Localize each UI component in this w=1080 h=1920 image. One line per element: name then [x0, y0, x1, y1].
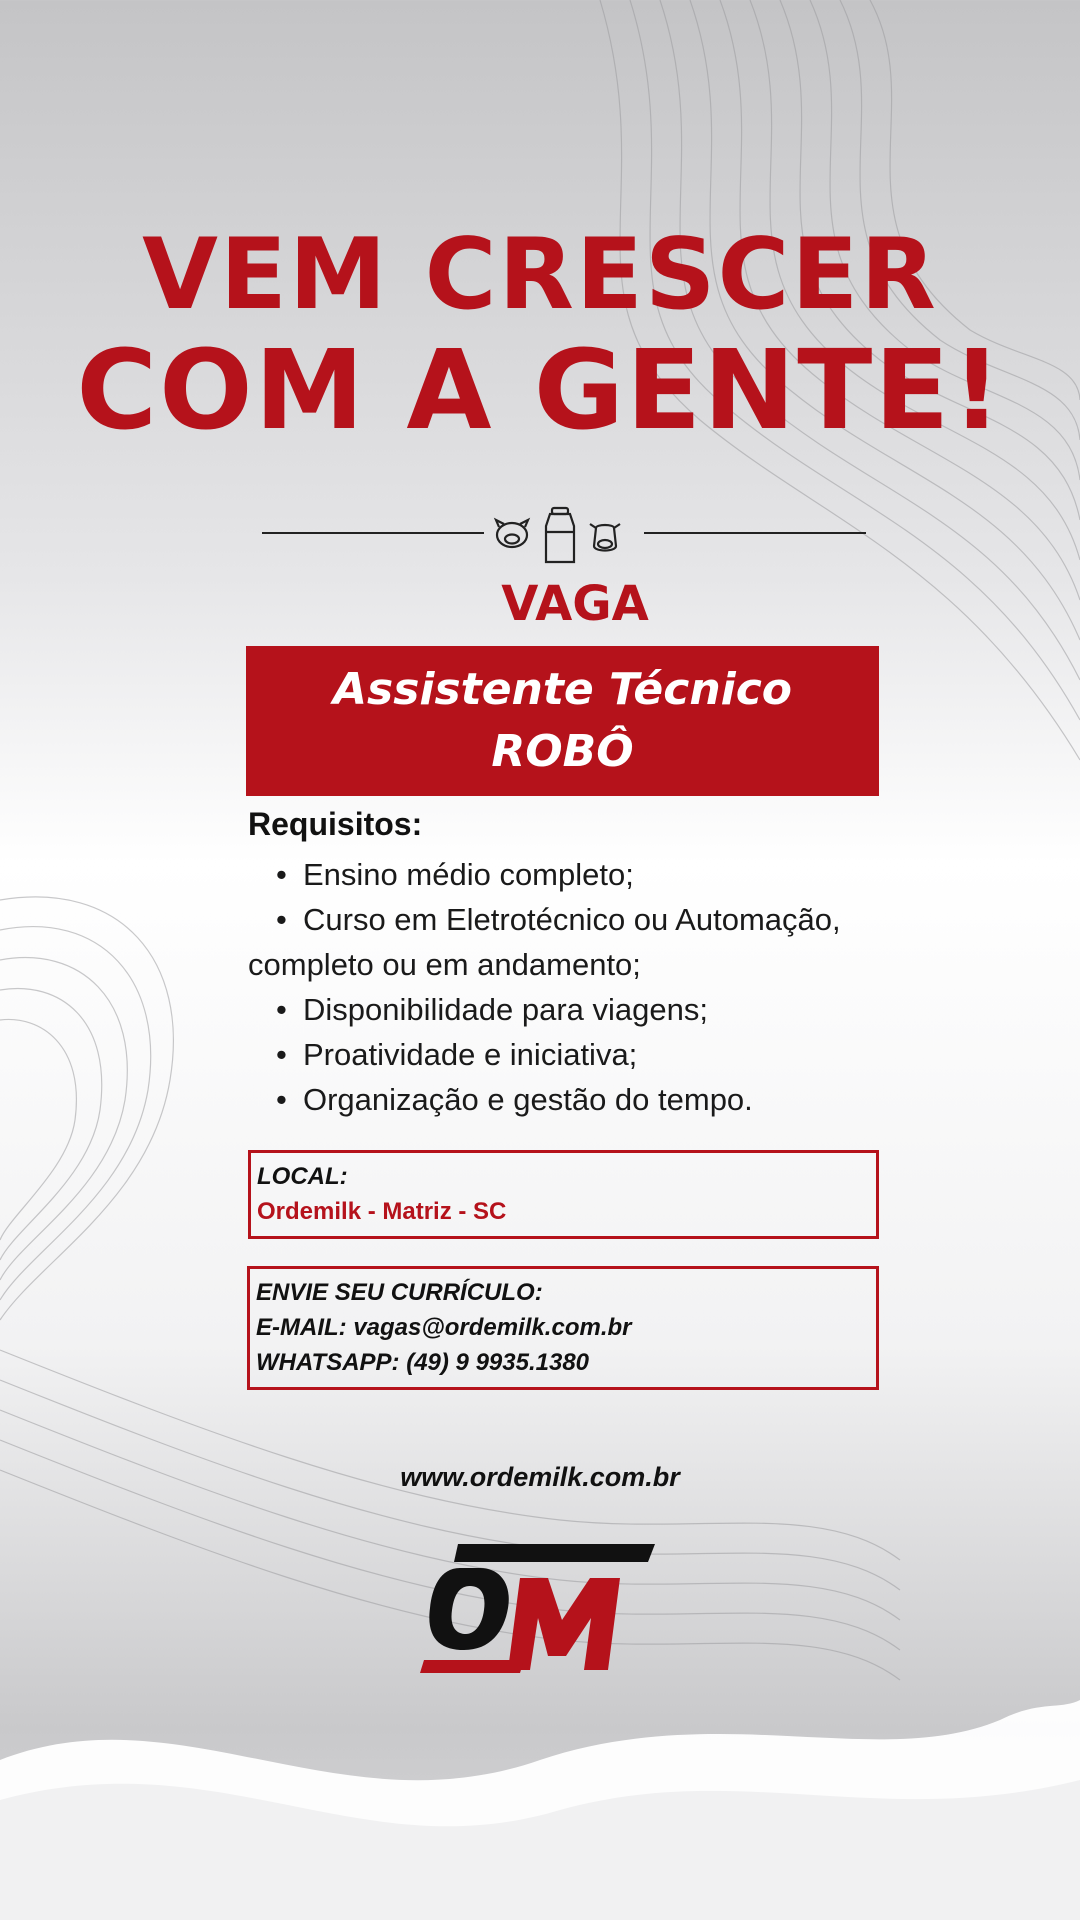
location-label: LOCAL:	[257, 1163, 348, 1190]
job-title-box	[246, 646, 879, 796]
requirements-list	[248, 852, 968, 1122]
contact-whatsapp[interactable]: WHATSAPP: (49) 9 9935.1380	[256, 1349, 590, 1376]
cow-icon	[590, 524, 620, 551]
job-label: VAGA	[501, 576, 649, 632]
contact-label: ENVIE SEU CURRÍCULO:	[256, 1279, 543, 1306]
headline-line-1: VEM CRESCER	[142, 218, 938, 332]
website-link[interactable]: www.ordemilk.com.br	[400, 1462, 680, 1492]
location-box	[248, 1150, 879, 1239]
divider-right	[644, 532, 866, 534]
list-item-text: • Curso em Eletrotécnico ou Automação,	[303, 902, 841, 937]
contact-box	[247, 1266, 879, 1390]
pig-icon	[496, 520, 528, 547]
requirements-title: Requisitos:	[248, 806, 423, 842]
list-item: • Ensino médio completo;	[248, 852, 968, 897]
location-value: Ordemilk - Matriz - SC	[257, 1198, 507, 1225]
headline-line-2: COM A GENTE!	[76, 326, 1004, 454]
list-item: • Organização e gestão do tempo.	[248, 1077, 968, 1122]
list-item	[248, 897, 968, 987]
divider-icons	[490, 500, 640, 570]
list-item: • Disponibilidade para viagens;	[248, 987, 968, 1032]
contact-email[interactable]: E-MAIL: vagas@ordemilk.com.br	[256, 1314, 632, 1341]
divider-left	[262, 532, 484, 534]
milk-can-icon	[546, 508, 574, 562]
list-item: • Proatividade e iniciativa;	[248, 1032, 968, 1077]
job-title-line-2: ROBÔ	[491, 726, 634, 777]
ordemilk-logo	[420, 1528, 660, 1678]
list-item-continuation: completo ou em andamento;	[248, 947, 641, 982]
job-title-line-1: Assistente Técnico	[332, 664, 793, 715]
